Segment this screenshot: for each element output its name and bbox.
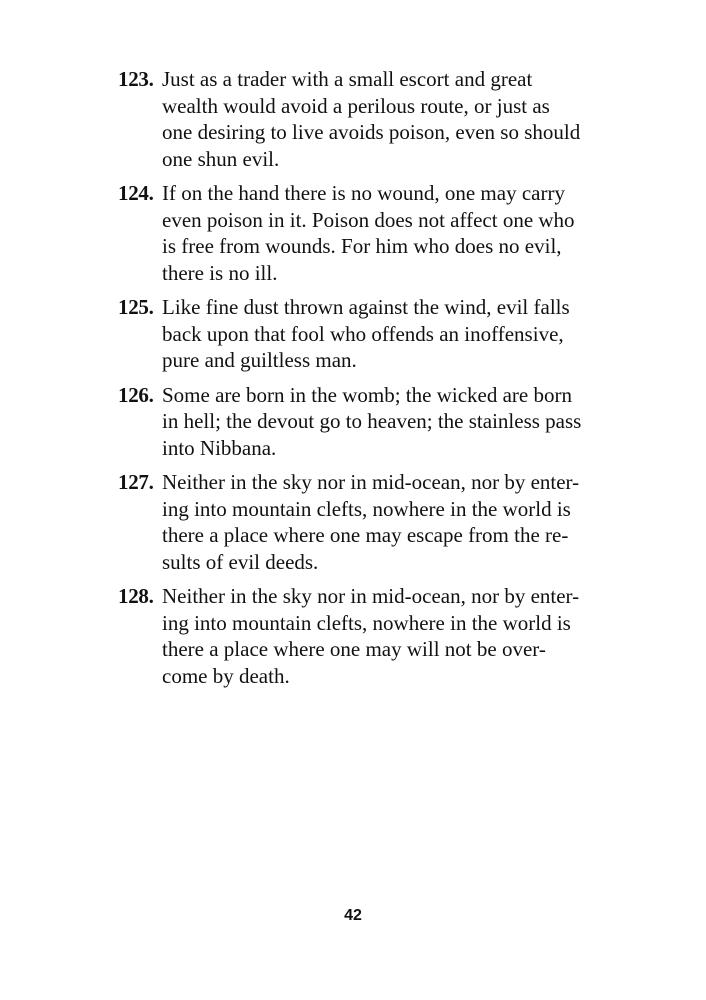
verse-line: Neither in the sky nor in mid-ocean, nor by enter-: [162, 470, 580, 494]
verse-line: back upon that fool who offends an inoffensive,: [162, 321, 564, 346]
verse-line: Neither in the sky nor in mid-ocean, nor by enter-: [162, 584, 580, 608]
verse-line: ing into mountain clefts, nowhere in the world is: [162, 610, 571, 635]
verse-item: [118, 294, 588, 374]
verse-number: 125.: [118, 295, 154, 319]
verse-line: Some are born in the womb; the wicked are born: [162, 382, 572, 407]
verse-line: even poison in it. Poison does not affect one who: [162, 207, 575, 232]
verse-line: in hell; the devout go to heaven; the stainless pass: [162, 409, 582, 433]
page-number: 42: [344, 907, 362, 924]
verse-number: 123.: [118, 67, 154, 91]
verse-item: [118, 180, 588, 286]
verse-list: [118, 66, 588, 697]
verse-text: [162, 180, 588, 286]
verse-line: is free from wounds. For him who does no evil,: [162, 234, 562, 258]
verse-line: If on the hand there is no wound, one may carry: [162, 181, 565, 205]
verse-line: into Nibbana.: [162, 435, 277, 460]
verse-item: [118, 382, 588, 462]
verse-line: there a place where one may escape from the re-: [162, 523, 569, 547]
verse-text: [162, 382, 588, 462]
verse-number: 127.: [118, 470, 154, 494]
verse-number: 128.: [118, 584, 154, 608]
verse-text: [162, 469, 588, 575]
verse-line: one shun evil.: [162, 146, 280, 171]
verse-line: come by death.: [162, 663, 290, 688]
verse-number: 124.: [118, 181, 154, 205]
verse-line: Just as a trader with a small escort and great: [162, 67, 533, 91]
verse-text: [162, 583, 588, 689]
verse-line: pure and guiltless man.: [162, 348, 357, 372]
verse-line: there a place where one may will not be over-: [162, 637, 546, 661]
verse-text: [162, 66, 588, 172]
verse-item: [118, 583, 588, 689]
verse-item: [118, 66, 588, 172]
verse-line: there is no ill.: [162, 260, 278, 285]
verse-line: sults of evil deeds.: [162, 549, 319, 574]
verse-line: wealth would avoid a perilous route, or just as: [162, 93, 550, 118]
verse-text: [162, 294, 588, 374]
verse-line: one desiring to live avoids poison, even so should: [162, 120, 581, 144]
verse-item: [118, 469, 588, 575]
verse-line: Like fine dust thrown against the wind, evil falls: [162, 295, 570, 319]
verse-line: ing into mountain clefts, nowhere in the world is: [162, 496, 571, 521]
verse-number: 126.: [118, 382, 154, 407]
